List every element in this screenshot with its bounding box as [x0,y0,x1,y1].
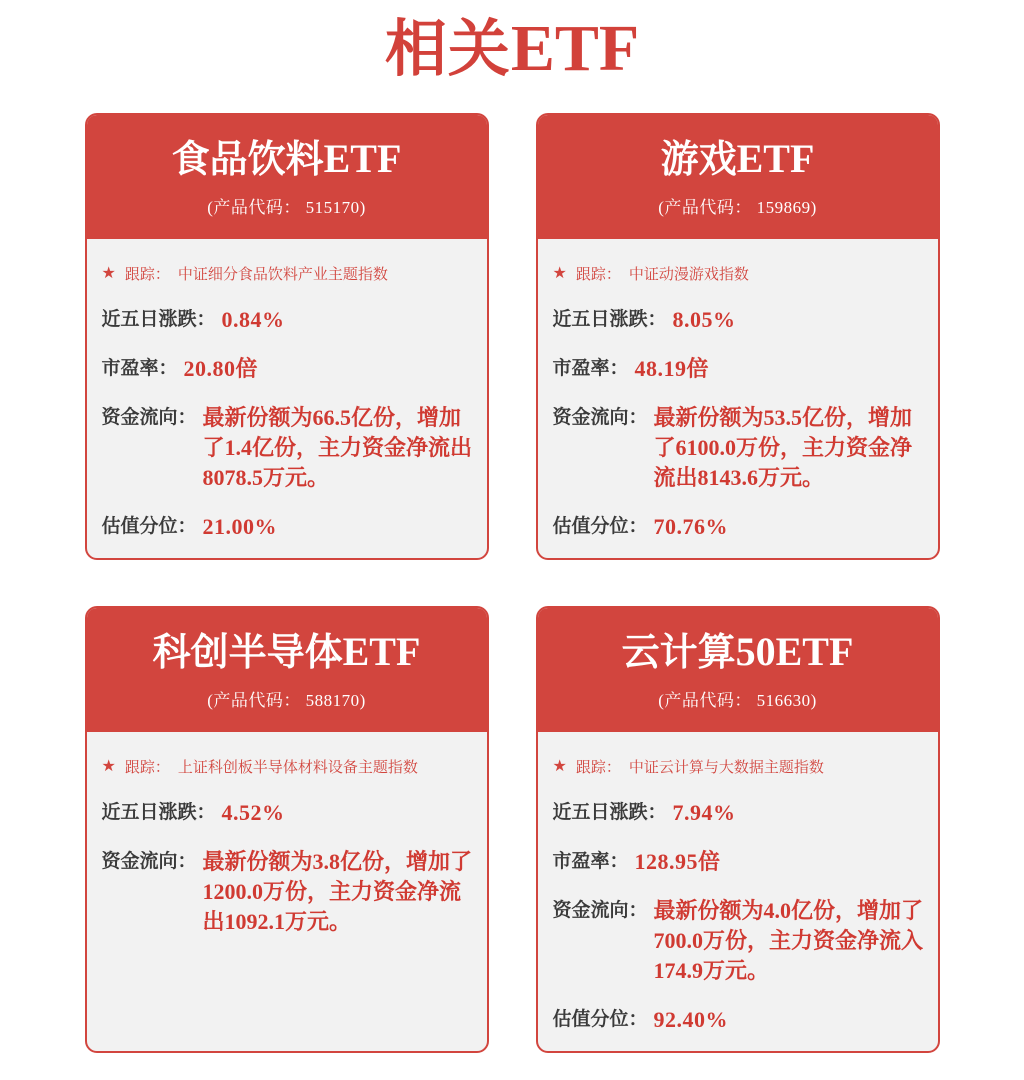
pe-ratio-row [553,847,926,877]
page-title [0,0,1024,83]
product-code: (产品代码： 515170) [207,198,366,218]
five-day-change-row [102,305,475,335]
etf-card-gaming [536,113,940,560]
etf-name [87,137,487,182]
etf-card-grid [85,113,940,1053]
fund-flow-value: 最新份额为3.8亿份，增加了1200.0万份，主力资金净流出1092.1万元。 [202,849,473,935]
pe-ratio-label: 市盈率： [552,851,629,873]
card-body [538,732,938,1035]
tracking-label: 跟踪： [124,759,170,777]
star-icon: ★ [552,264,567,282]
tracking-row [553,263,926,284]
card-header [538,115,938,239]
product-code: (产品代码： 159869) [658,198,817,218]
tracking-index: 中证云计算与大数据主题指数 [628,759,824,777]
etf-name-zh: 科创半导体 [152,632,343,675]
five-day-change-row [102,798,475,828]
etf-name-zh: 游戏 [660,139,737,182]
fund-flow-label: 资金流向： [552,900,648,922]
tracking-index: 中证动漫游戏指数 [628,266,749,284]
tracking-label: 跟踪： [575,759,621,777]
card-body [87,239,487,542]
star-icon: ★ [552,757,567,775]
etf-name-en: ETF [736,136,815,182]
valuation-row [102,512,475,542]
product-code: (产品代码： 588170) [207,691,366,711]
pe-ratio-label: 市盈率： [101,358,178,380]
fund-flow-row [553,896,926,986]
card-body [538,239,938,542]
five-day-change-row [553,798,926,828]
fund-flow-label: 资金流向： [552,407,648,429]
fund-flow-value: 最新份额为66.5亿份，增加了1.4亿份，主力资金净流出8078.5万元。 [202,405,473,491]
etf-name-en: 50ETF [735,629,854,675]
page-title-en: ETF [510,12,640,85]
tracking-row [553,756,926,777]
valuation-value: 70.76% [653,514,729,540]
etf-name [538,630,938,675]
pe-ratio-label: 市盈率： [552,358,629,380]
tracking-label: 跟踪： [575,266,621,284]
fund-flow-label: 资金流向： [101,407,197,429]
five-day-change-value: 0.84% [221,307,285,333]
fund-flow-label: 资金流向： [101,851,197,873]
etf-card-food-beverage [85,113,489,560]
valuation-label: 估值分位： [552,1009,648,1031]
etf-card-cloud-computing [536,606,940,1053]
five-day-change-row [553,305,926,335]
valuation-value: 92.40% [653,1007,729,1033]
pe-ratio-row [102,354,475,384]
etf-name [538,137,938,182]
five-day-change-value: 4.52% [221,800,285,826]
pe-ratio-row [553,354,926,384]
card-header [87,608,487,732]
tracking-row [102,263,475,284]
etf-name-zh: 食品饮料 [171,139,324,182]
five-day-change-value: 7.94% [672,800,736,826]
fund-flow-value: 最新份额为53.5亿份，增加了6100.0万份，主力资金净流出8143.6万元。 [653,405,913,491]
tracking-index: 上证科创板半导体材料设备主题指数 [177,759,418,777]
etf-card-semiconductor [85,606,489,1053]
card-header [538,608,938,732]
pe-ratio-value: 128.95倍 [634,849,721,875]
star-icon: ★ [101,757,116,775]
etf-name-zh: 云计算 [621,632,736,675]
five-day-change-label: 近五日涨跌： [101,802,216,824]
tracking-row [102,756,475,777]
fund-flow-row [102,847,475,937]
five-day-change-label: 近五日涨跌： [101,309,216,331]
etf-name-en: ETF [323,136,402,182]
fund-flow-row [553,403,926,493]
valuation-label: 估值分位： [101,516,197,538]
pe-ratio-value: 20.80倍 [183,356,259,382]
product-code: (产品代码： 516630) [658,691,817,711]
five-day-change-label: 近五日涨跌： [552,309,667,331]
valuation-label: 估值分位： [552,516,648,538]
pe-ratio-value: 48.19倍 [634,356,710,382]
fund-flow-value: 最新份额为4.0亿份，增加了700.0万份，主力资金净流入174.9万元。 [653,898,924,984]
valuation-row [553,512,926,542]
five-day-change-label: 近五日涨跌： [552,802,667,824]
five-day-change-value: 8.05% [672,307,736,333]
valuation-row [553,1005,926,1035]
tracking-index: 中证细分食品饮料产业主题指数 [177,266,388,284]
card-body [87,732,487,937]
fund-flow-row [102,403,475,493]
tracking-label: 跟踪： [124,266,170,284]
etf-name [87,630,487,675]
page-title-zh: 相关 [384,15,511,84]
star-icon: ★ [101,264,116,282]
etf-name-en: ETF [342,629,421,675]
card-header [87,115,487,239]
valuation-value: 21.00% [202,514,278,540]
